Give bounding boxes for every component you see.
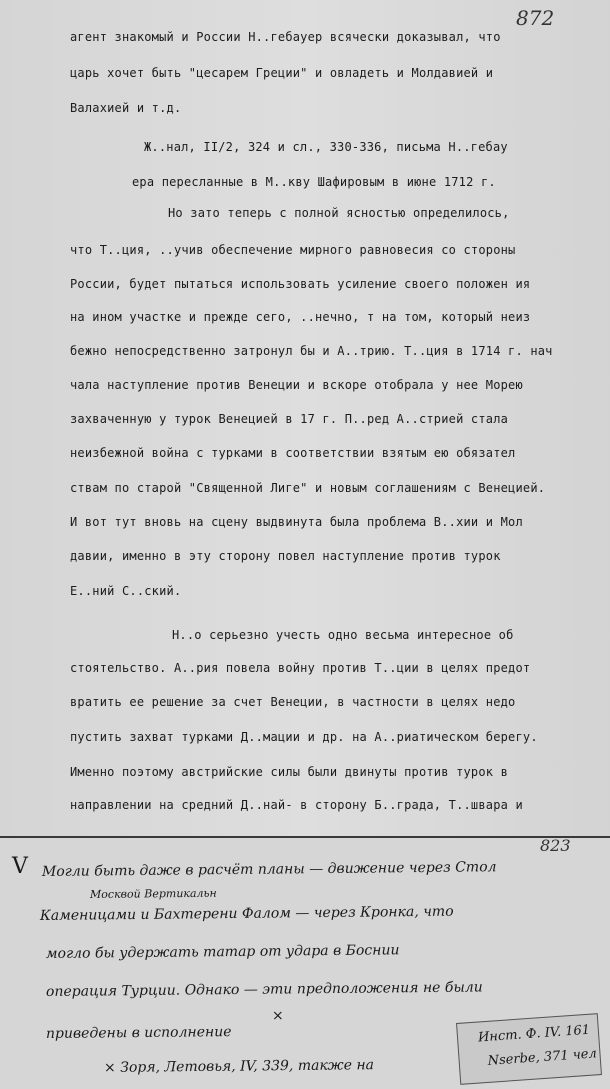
typed-line: Но зато теперь с полной ясностью определилось, [168,206,510,220]
stamp-line: Инст. Ф. IV. 161 [477,1022,591,1046]
typed-line: захваченную у турок Венецией в 17 г. П..ред А..стрией стала [70,412,509,426]
stamp-line: Nserbe, 371 чел [487,1046,598,1069]
typed-line: пустить захват турками Д..мации и др. на А..риатическом берегу. [70,730,538,744]
typed-line: Н..о серьезно учесть одно весьма интересное об [172,628,514,642]
handwritten-cross: × [271,1007,284,1024]
typed-line: направлении на средний Д..най- в сторону Б..града, Т..швара и [70,798,523,812]
handwritten-line: Каменицами и Бахтерени Фалом — через Кронка, что [39,903,454,924]
typed-line: что Т..ция, ..учив обеспечение мирного равновесия со стороны [70,243,516,257]
typed-line: на ином участке и прежде сего, ..нечно, т на том, который неиз [70,310,531,324]
typed-line: Валахией и т.д. [70,101,182,115]
typed-line: ствам по старой "Священной Лиге" и новым соглашениям с Венецией. [70,481,546,495]
typed-line: ера пересланные в М..кву Шафировым в июне 1712 г. [132,175,496,189]
typed-line: стоятельство. А..рия повела войну против Т..ции в целях предот [70,661,531,675]
typed-line: неизбежной война с турками в соответствии взятым ею обязател [70,446,516,460]
typed-line: бежно непосредственно затронул бы и А..трию. Т..ция в 1714 г. нач [70,344,553,358]
typed-line: чала наступление против Венеции и вскоре отобрала у нее Морею [70,378,523,392]
typed-line: Е..ний С..ский. [70,584,182,598]
typed-line: царь хочет быть "цесарем Греции" и овладеть и Молдавией и [70,66,494,80]
handwritten-line: приведены в исполнение [45,1024,232,1042]
handwritten-line: × Зоря, Летовья, IV, 339, также на [103,1057,375,1076]
typed-line: вратить ее решение за счет Венеции, в частности в целях недо [70,695,516,709]
handwritten-line: Могли быть даже в расчёт планы — движение через Стол [41,859,497,880]
typed-line: Именно поэтому австрийские силы были двинуты против турок в [70,765,509,779]
handwritten-line: операция Турции. Однако — эти предположения не были [45,979,483,1000]
margin-check-mark: V [12,854,28,879]
handwritten-line: Москвой Вертикальн [89,886,217,901]
archive-stamp [456,1013,602,1085]
page-number-top: 872 [516,6,555,30]
typed-line: агент знакомый и России Н..гебауер всячески доказывал, что [70,30,501,44]
typed-line: давии, именно в эту сторону повел наступление против турок [70,549,501,563]
handwritten-line: могло бы удержать татар от удара в Боснии [45,942,400,962]
page-number-note: 823 [540,836,571,855]
typed-line: Ж..нал, II/2, 324 и сл., 330-336, письма Н..гебау [144,140,508,154]
typed-line: России, будет пытаться использовать усиление своего положен ия [70,277,531,291]
typed-line: И вот тут вновь на сцену выдвинута была проблема В..хии и Мол [70,515,523,529]
